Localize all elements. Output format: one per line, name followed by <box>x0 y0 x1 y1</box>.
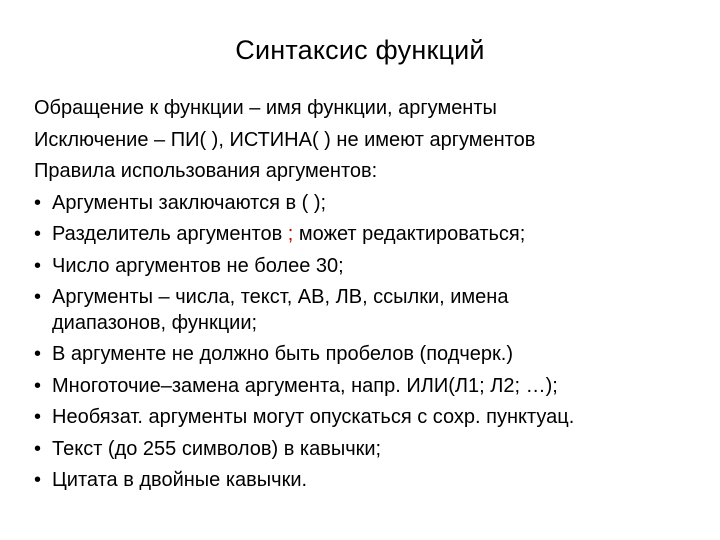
list-item-text: Аргументы заключаются в ( ); <box>52 191 327 214</box>
bullet-icon: • <box>34 286 42 308</box>
list-item-text: Текст (до 255 символов) в кавычки; <box>52 437 382 460</box>
list-item-text: Многоточие–замена аргумента, напр. ИЛИ(Л1; Л2; …); <box>52 374 558 397</box>
slide-title: Синтаксис функций <box>235 35 485 65</box>
rules-list <box>34 188 704 497</box>
list-item-text: В аргументе не должно быть пробелов (подчерк.) <box>52 343 514 365</box>
paragraph-rules-heading: Правила использования аргументов: <box>34 160 378 182</box>
list-item-text <box>52 223 525 245</box>
bullet-icon: • <box>34 223 42 245</box>
list-item <box>34 402 704 434</box>
list-item <box>34 339 704 371</box>
list-item-text-part: может редактироваться; <box>293 223 526 245</box>
list-item-line: Аргументы – числа, текст, АВ, ЛВ, ссылки, имена <box>52 286 509 308</box>
list-item <box>34 188 704 220</box>
paragraph-exception: Исключение – ПИ( ), ИСТИНА( ) не имеют аргументов <box>34 128 536 151</box>
bullet-icon: • <box>34 374 42 397</box>
list-item-line: диапазонов, функции; <box>52 312 258 334</box>
bullet-icon: • <box>34 406 42 428</box>
bullet-icon: • <box>34 191 42 214</box>
list-item <box>34 282 704 339</box>
paragraph-call-syntax: Обращение к функции – имя функции, аргументы <box>34 97 497 119</box>
bullet-icon: • <box>34 254 42 277</box>
list-item <box>34 251 704 283</box>
bullet-icon: • <box>34 437 42 460</box>
separator-highlight: ; <box>287 223 294 245</box>
list-item-text: Число аргументов не более 30; <box>52 254 344 277</box>
list-item <box>34 371 704 403</box>
list-item <box>34 465 704 497</box>
list-item <box>34 434 704 466</box>
list-item <box>34 219 704 251</box>
list-item-text: Цитата в двойные кавычки. <box>52 469 308 491</box>
bullet-icon: • <box>34 469 42 491</box>
slide-content <box>34 93 704 497</box>
list-item-text-part: Разделитель аргументов <box>52 223 288 245</box>
bullet-icon: • <box>34 343 42 365</box>
list-item-text: Необязат. аргументы могут опускаться с сохр. пунктуац. <box>52 406 575 428</box>
list-item-text <box>52 282 704 339</box>
